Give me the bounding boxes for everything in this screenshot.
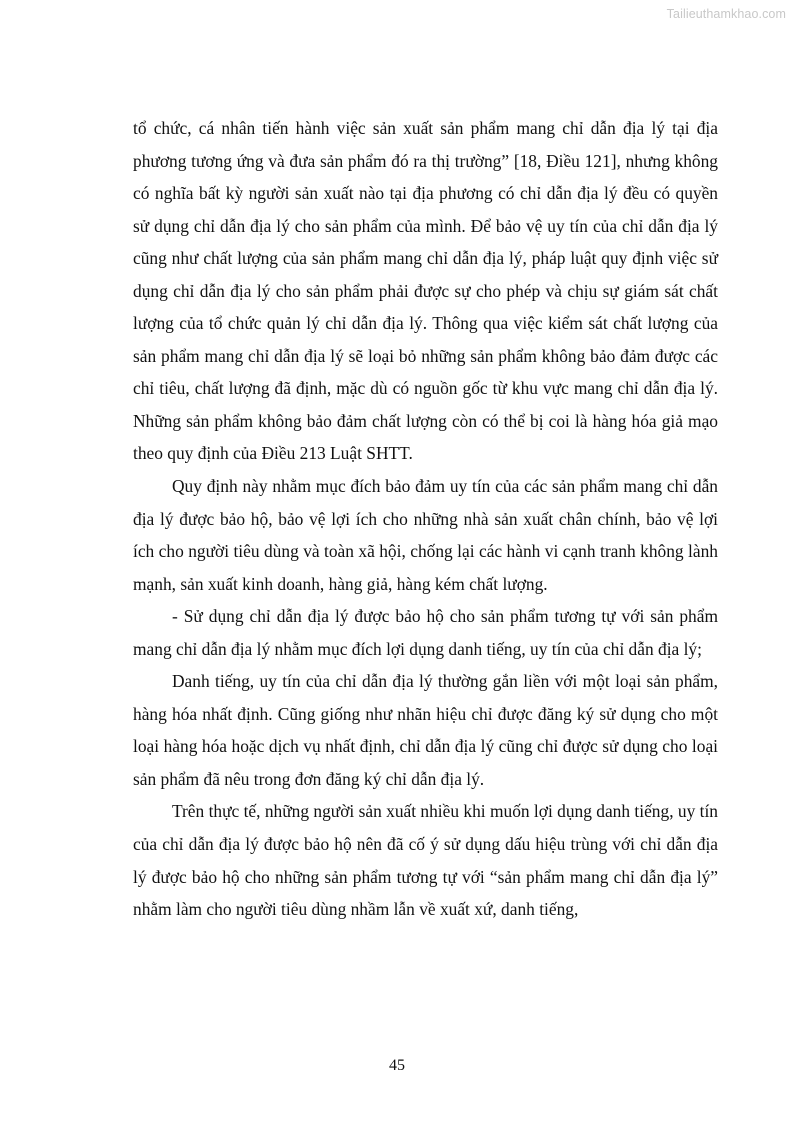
paragraph-5: Trên thực tế, những người sản xuất nhiều khi muốn lợi dụng danh tiếng, uy tín của chỉ dẫn địa lý được bảo hộ nên đã cố ý sử dụng dấu hiệu trùng với chỉ dẫn địa lý được bảo hộ cho những sản phẩm tương tự với “sản phẩm mang chỉ dẫn địa lý” nhằm làm cho người tiêu dùng nhầm lẫn về xuất xứ, danh tiếng, (133, 801, 718, 920)
page-number: 45 (389, 1057, 405, 1074)
paragraph-3: - Sử dụng chỉ dẫn địa lý được bảo hộ cho sản phẩm tương tự với sản phẩm mang chỉ dẫn địa lý nhằm mục đích lợi dụng danh tiếng, uy tín của chỉ dẫn địa lý; (133, 606, 718, 659)
paragraph-2: Quy định này nhằm mục đích bảo đảm uy tín của các sản phẩm mang chỉ dẫn địa lý được bảo hộ, bảo vệ lợi ích cho những nhà sản xuất chân chính, bảo vệ lợi ích cho người tiêu dùng và toàn xã hội, chống lại các hành vi cạnh tranh không lành mạnh, sản xuất kinh doanh, hàng giả, hàng kém chất lượng. (133, 476, 718, 594)
paragraph-1: tổ chức, cá nhân tiến hành việc sản xuất sản phẩm mang chỉ dẫn địa lý tại địa phương tương ứng và đưa sản phẩm đó ra thị trường” [18, Điều 121], nhưng không có nghĩa bất kỳ người sản xuất nào tại địa phương có chỉ dẫn địa lý đều có quyền sử dụng chỉ dẫn địa lý cho sản phẩm của mình. Để bảo vệ uy tín của chỉ dẫn địa lý cũng như chất lượng của sản phẩm mang chỉ dẫn địa lý, pháp luật quy định việc sử dụng chỉ dẫn địa lý cho sản phẩm phải được sự cho phép và chịu sự giám sát chất lượng của tổ chức quản lý chỉ dẫn địa lý. Thông qua việc kiểm sát chất lượng của sản phẩm mang chỉ dẫn địa lý sẽ loại bỏ những sản phẩm không bảo đảm được các chỉ tiêu, chất lượng đã định, mặc dù có nguồn gốc từ khu vực mang chỉ dẫn địa lý. Những sản phẩm không bảo đảm chất lượng còn có thể bị coi là hàng hóa giả mạo theo quy định của Điều 213 Luật SHTT. (133, 118, 718, 464)
document-body (133, 112, 718, 926)
watermark-text: Tailieuthamkhao.com (666, 7, 786, 21)
paragraph-4: Danh tiếng, uy tín của chỉ dẫn địa lý thường gắn liền với một loại sản phẩm, hàng hóa nhất định. Cũng giống như nhãn hiệu chỉ được đăng ký sử dụng cho một loại hàng hóa hoặc dịch vụ nhất định, chỉ dẫn địa lý cũng chỉ được sử dụng cho loại sản phẩm đã nêu trong đơn đăng ký chỉ dẫn địa lý. (133, 671, 718, 789)
